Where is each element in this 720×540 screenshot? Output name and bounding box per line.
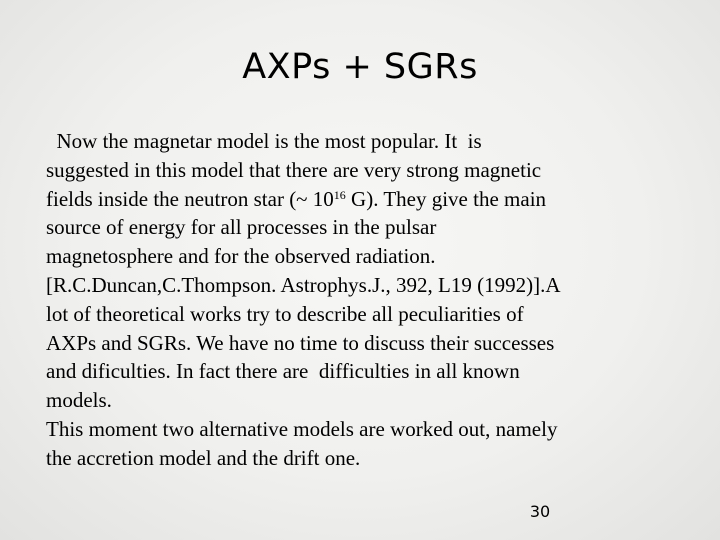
body-line-with-exponent xyxy=(46,185,666,214)
exponent-superscript: 16 xyxy=(333,187,346,202)
body-line: AXPs and SGRs. We have no time to discuss their successes xyxy=(46,330,555,355)
body-text-segment: fields inside the neutron star (~ 10 xyxy=(46,186,334,211)
body-line: lot of theoretical works try to describe all peculiarities of xyxy=(46,301,524,326)
body-text-segment: G). They give the main xyxy=(345,186,547,211)
slide-title: AXPs + SGRs xyxy=(242,47,478,87)
slide-body xyxy=(46,127,666,473)
page-number: 30 xyxy=(529,502,551,521)
body-line: This moment two alternative models are worked out, namely xyxy=(46,416,558,441)
body-line: source of energy for all processes in the pulsar xyxy=(46,215,437,240)
body-line: Now the magnetar model is the most popular. It is xyxy=(46,129,482,153)
body-line: and dificulties. In fact there are difficulties in all known xyxy=(46,359,520,384)
body-line: suggested in this model that there are very strong magnetic xyxy=(46,157,542,182)
body-line: magnetosphere and for the observed radiation. xyxy=(46,244,436,269)
citation-line: [R.C.Duncan,C.Thompson. Astrophys.J., 392, L19 (1992)].A xyxy=(46,272,561,297)
body-line: models. xyxy=(46,388,112,413)
body-line: the accretion model and the drift one. xyxy=(46,445,361,470)
